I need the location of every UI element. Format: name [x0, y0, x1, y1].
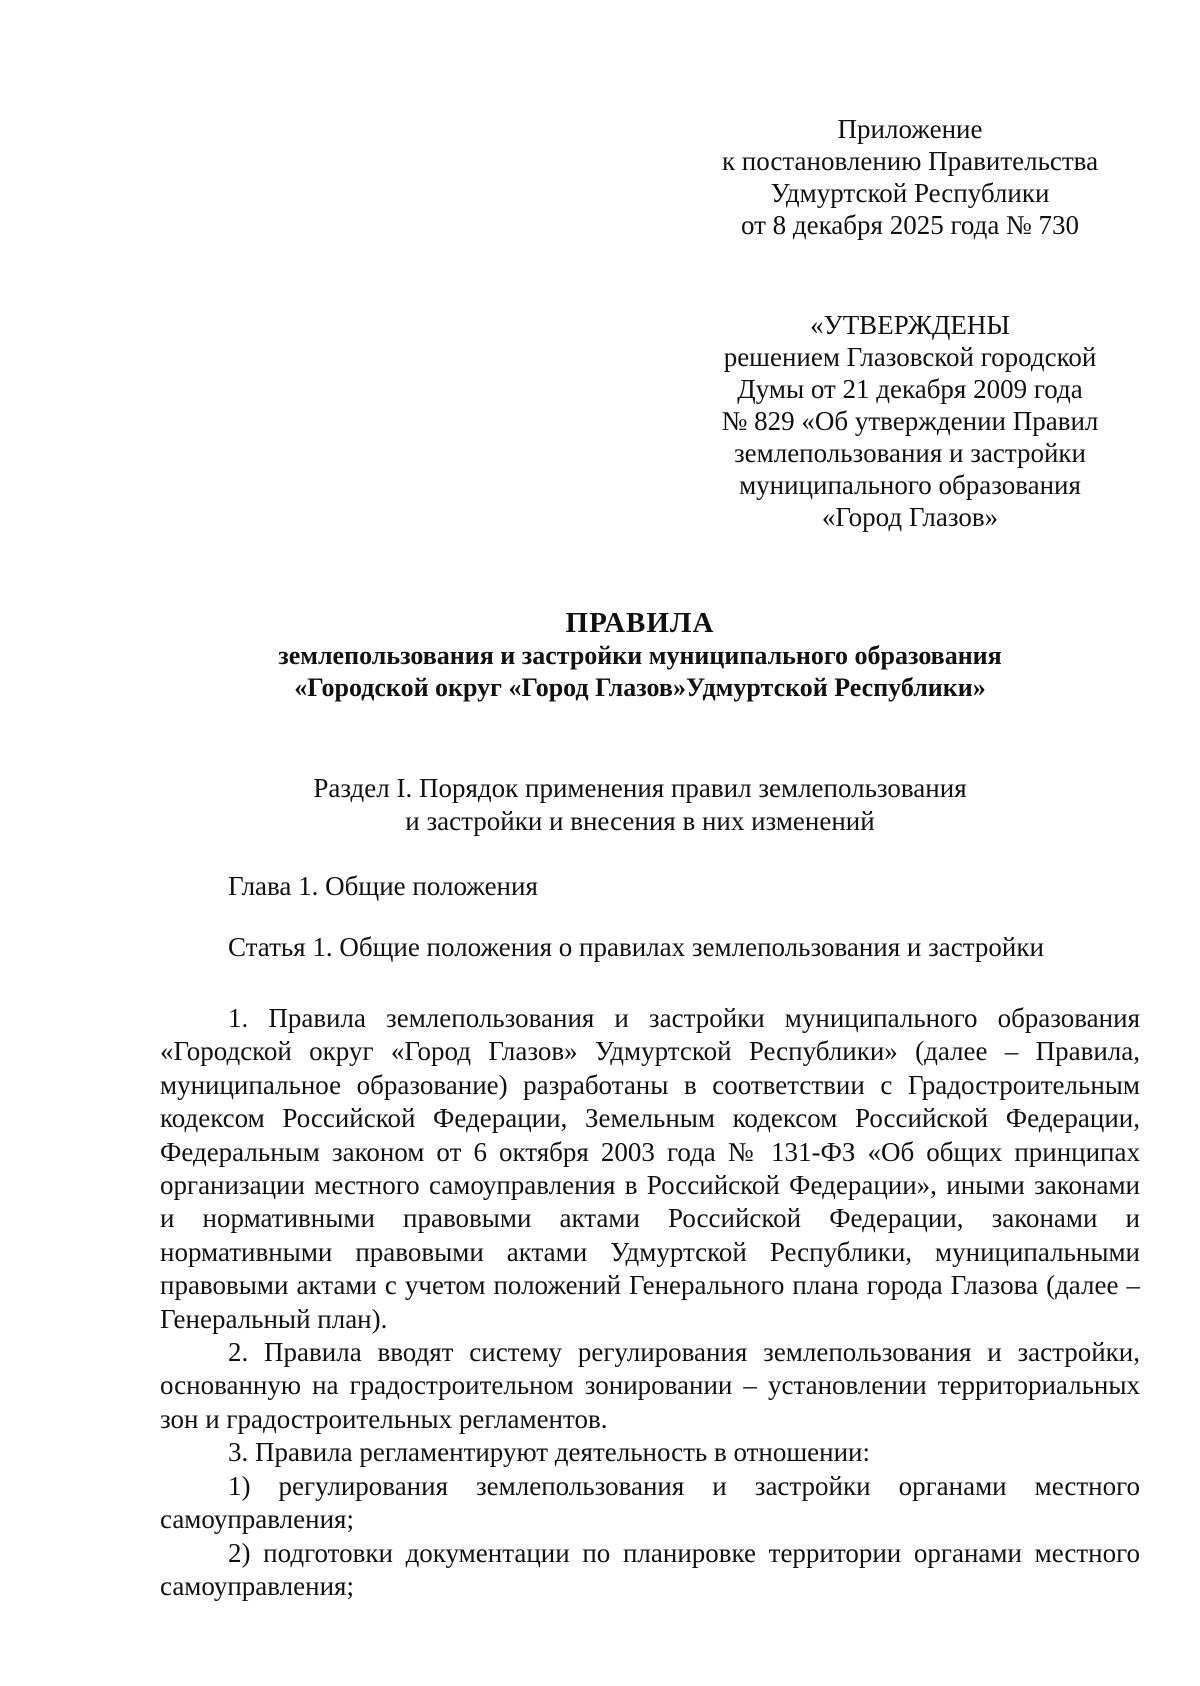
article-heading: Статья 1. Общие положения о правилах землепользования и застройки	[228, 932, 1044, 962]
title-subtitle-line: «Городской округ «Город Глазов»Удмуртской Республики»	[294, 673, 986, 702]
approval-line: «Город Глазов»	[821, 502, 999, 532]
document-title	[160, 606, 1120, 704]
paragraph: 1. Правила землепользования и застройки муниципального образования «Городской округ «Город Глазов» Удмуртской Республики» (далее – Правила, муниципальное образование) разработаны в соответствии с Градостроительным кодексом Российской Федерации, Земельным кодексом Российской Федерации, Федеральным законом от 6 октября 2003 года № 131-ФЗ «Об общих принципах организации местного самоуправления в Российской Федерации», иными законами и нормативными правовыми актами Российской Федерации, законами и нормативными правовыми актами Удмуртской Республики, муниципальными правовыми актами с учетом положений Генерального плана города Глазова (далее – Генеральный план).	[160, 1003, 1140, 1334]
appendix-line: Удмуртской Республики	[770, 178, 1050, 208]
appendix-line: Приложение	[837, 114, 983, 144]
section-heading	[160, 772, 1120, 838]
title-subtitle-line: землепользования и застройки муниципального образования	[278, 641, 1002, 670]
appendix-line: к постановлению Правительства	[721, 146, 1099, 176]
paragraph: 2) подготовки документации по планировке территории органами местного самоуправления;	[160, 1537, 1140, 1601]
paragraph: 1) регулирования землепользования и застройки органами местного самоуправления;	[160, 1470, 1140, 1535]
appendix-line: от 8 декабря 2025 года № 730	[740, 210, 1080, 240]
chapter-heading: Глава 1. Общие положения	[228, 871, 538, 901]
approval-line: решением Глазовской городской	[723, 342, 1097, 372]
section-heading-line: Раздел I. Порядок применения правил землепользования	[313, 773, 967, 803]
approval-line: муниципального образования	[739, 470, 1081, 500]
approval-line: № 829 «Об утверждении Правил	[721, 406, 1099, 436]
approval-line: землепользования и застройки	[733, 438, 1086, 468]
body-text	[160, 1002, 1140, 1603]
appendix-header	[680, 113, 1140, 241]
title-main: ПРАВИЛА	[565, 607, 715, 639]
section-heading-line: и застройки и внесения в них изменений	[405, 806, 875, 836]
paragraph: 3. Правила регламентируют деятельность в отношении:	[228, 1437, 871, 1468]
approval-line: Думы от 21 декабря 2009 года	[737, 374, 1083, 404]
approval-line: «УТВЕРЖДЕНЫ	[810, 310, 1010, 340]
approval-stamp	[680, 309, 1140, 533]
paragraph: 2. Правила вводят систему регулирования землепользования и застройки, основанную на градостроительном зонировании – установлении территориальных зон и градостроительных регламентов.	[160, 1337, 1140, 1434]
